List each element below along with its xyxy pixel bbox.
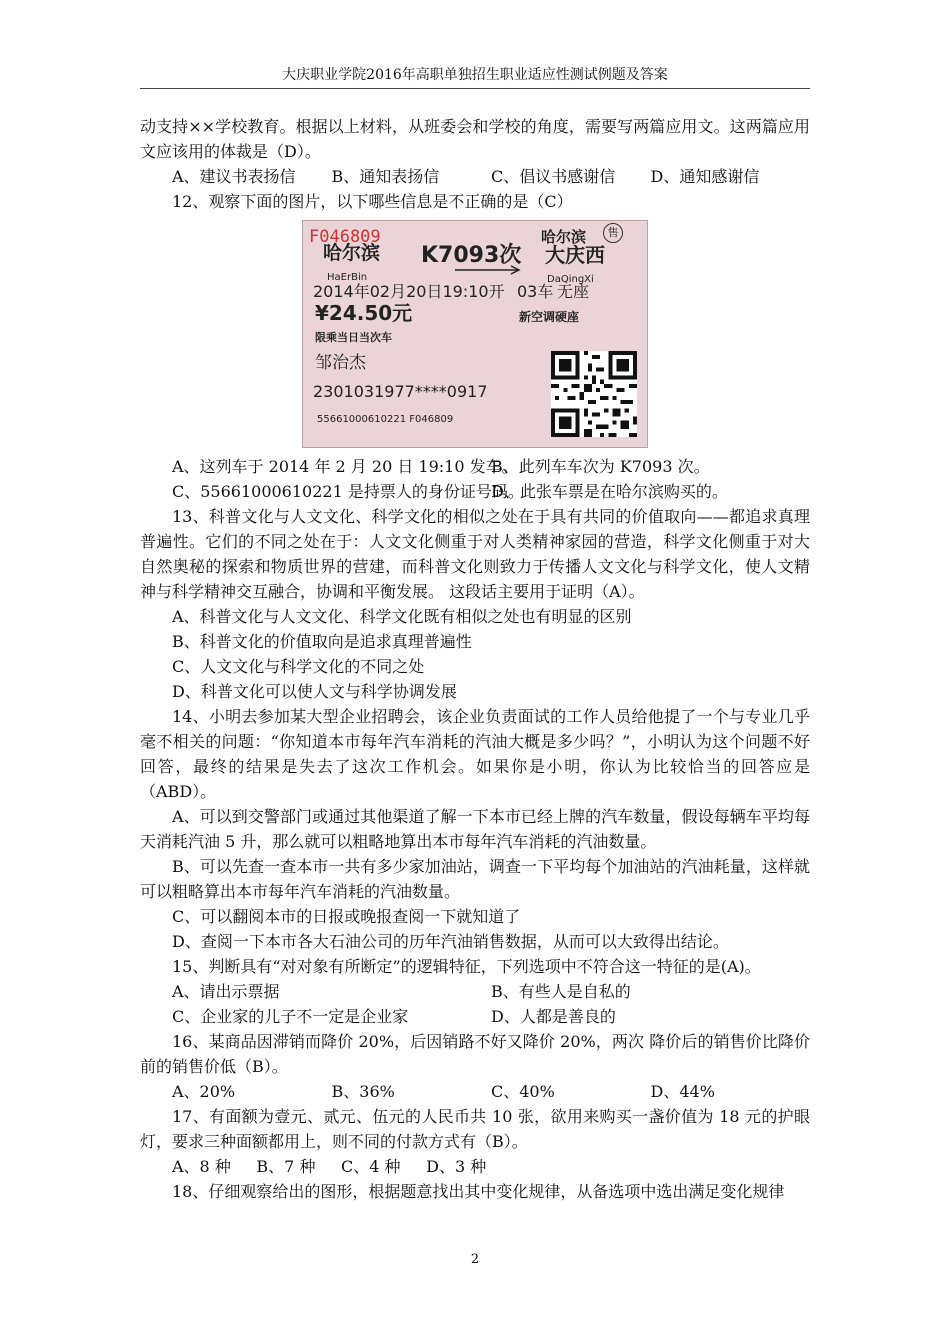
ticket-note: 限乘当日当次车	[315, 331, 392, 344]
intro-option-c: C、倡议书感谢信	[491, 167, 616, 186]
q16-option-b: B、36%	[331, 1082, 395, 1101]
ticket-to-pinyin: DaQingXi	[547, 274, 594, 285]
q13-option-d: D、科普文化可以使人文与科学协调发展	[172, 682, 457, 701]
q17-option-b: B、7 种	[256, 1157, 316, 1176]
ticket-id-number: 2301031977****0917	[313, 382, 488, 401]
q12-option-d: D、此张车票是在哈尔滨购买的。	[491, 482, 728, 501]
q14-option-c: C、可以翻阅本市的日报或晚报查阅一下就知道了	[172, 907, 521, 926]
q18-question: 18、仔细观察给出的图形，根据题意找出其中变化规律，从备选项中选出满足变化规律	[172, 1182, 785, 1201]
ticket-figure	[140, 214, 810, 454]
intro-text: 动支持××学校教育。根据以上材料，从班委会和学校的角度，需要写两篇应用文。这两篇应用文应该用的体裁是（D）。	[140, 117, 810, 161]
ticket-car: 03车	[517, 282, 554, 301]
q12-option-a: A、这列车于 2014 年 2 月 20 日 19:10 发车。	[172, 457, 518, 476]
q14-question: 14、小明去参加某大型企业招聘会，该企业负责面试的工作人员给他提了一个与专业几乎毫不相关的问题：“你知道本市每年汽车消耗的汽油大概是多少吗？”，小明认为这个问题不好回答，最终的结果是失去了这次工作机会。如果你是小明，你认为比较恰当的回答应是（ABD）。	[140, 707, 810, 801]
qr-code-icon	[551, 351, 637, 437]
ticket-class: 新空调硬座	[519, 310, 580, 324]
q12-option-b: B、此列车车次为 K7093 次。	[491, 457, 710, 476]
ticket-datetime: 2014年02月20日19:10开	[313, 282, 505, 301]
intro-option-a: A、建议书表扬信	[172, 167, 296, 186]
ticket-to: 大庆西	[545, 243, 605, 267]
q15-option-c: C、企业家的儿子不一定是企业家	[172, 1007, 409, 1026]
header-rule	[140, 88, 810, 89]
page-number: 2	[470, 1252, 480, 1267]
ticket-passenger-name: 邹治杰	[315, 353, 366, 373]
intro-option-d: D、通知感谢信	[650, 167, 760, 186]
ticket-id: F046809	[309, 227, 381, 247]
q15-options-row1	[140, 979, 810, 1004]
ticket-serial: 55661000610221 F046809	[317, 414, 454, 425]
ticket-train-number: K7093次	[421, 243, 522, 268]
q16-question: 16、某商品因滞销而降价 20%，后因销路不好又降价 20%，两次 降价后的销售价比降价前的销售价低（B）。	[140, 1032, 810, 1076]
q17-question: 17、有面额为壹元、贰元、伍元的人民币共 10 张，欲用来购买一盏价值为 18 元的护眼灯，要求三种面额都用上，则不同的付款方式有（B）。	[140, 1107, 810, 1151]
q16-option-d: D、44%	[650, 1082, 715, 1101]
q13-question: 13、科普文化与人文文化、科学文化的相似之处在于具有共同的价值取向——都追求真理普遍性。它们的不同之处在于：人文文化侧重于对人类精神家园的营造，科学文化侧重于对大自然奥秘的探索和物质世界的营建，而科普文化则致力于传播人文文化与科学文化，使人文精神与科学精神交互融合，协调和平衡发展。 这段话主要用于证明（A）。	[140, 507, 810, 601]
ticket-from-pinyin: HaErBin	[327, 272, 368, 283]
q15-option-a: A、请出示票据	[172, 982, 280, 1001]
ticket-seat: 无座	[557, 282, 590, 301]
q15-options-row2	[140, 1004, 810, 1029]
q15-option-d: D、人都是善良的	[491, 1007, 616, 1026]
q15-question: 15、判断具有“对对象有所断定”的逻辑特征，下列选项中不符合这一特征的是(A)。	[172, 957, 761, 976]
q12-options-row2	[140, 479, 810, 504]
train-ticket-image	[302, 220, 648, 448]
arrow-icon	[453, 265, 523, 275]
q16-options	[140, 1079, 810, 1104]
q12-question: 12、观察下面的图片，以下哪些信息是不正确的是（C）	[172, 192, 573, 211]
q13-option-a: A、科普文化与人文文化、科学文化既有相似之处也有明显的区别	[172, 607, 632, 626]
ticket-seal-station: 哈尔滨	[541, 228, 587, 246]
q14-option-a: A、可以到交警部门或通过其他渠道了解一下本市已经上牌的汽车数量，假设每辆车平均每天消耗汽油 5 升，那么就可以粗略地算出本市每年汽车消耗的汽油数量。	[140, 807, 810, 851]
q16-option-a: A、20%	[172, 1082, 236, 1101]
q13-option-b: B、科普文化的价值取向是追求真理普遍性	[172, 632, 472, 651]
q16-option-c: C、40%	[491, 1082, 555, 1101]
document-body	[140, 114, 810, 1204]
page-header: 大庆职业学院2016年高职单独招生职业适应性测试例题及答案	[282, 67, 668, 83]
q14-option-d: D、查阅一下本市各大石油公司的历年汽油销售数据，从而可以大致得出结论。	[172, 932, 729, 951]
ticket-price: ¥24.50元	[315, 301, 413, 325]
q13-option-c: C、人文文化与科学文化的不同之处	[172, 657, 425, 676]
q15-option-b: B、有些人是自私的	[491, 982, 631, 1001]
q17-option-c: C、4 种	[341, 1157, 401, 1176]
q12-options-row1	[140, 454, 810, 479]
q17-option-d: D、3 种	[426, 1157, 487, 1176]
intro-option-b: B、通知表扬信	[331, 167, 440, 186]
q12-option-c: C、55661000610221 是持票人的身份证号码。	[172, 482, 524, 501]
ticket-from: 哈尔滨	[323, 242, 381, 264]
q17-options	[140, 1154, 810, 1179]
q14-option-b: B、可以先查一查本市一共有多少家加油站，调查一下平均每个加油站的汽油耗量，这样就可以粗略算出本市每年汽车消耗的汽油数量。	[140, 857, 810, 901]
q17-option-a: A、8 种	[172, 1157, 231, 1176]
intro-options	[140, 164, 810, 189]
ticket-seal-mark: 售	[603, 223, 623, 243]
